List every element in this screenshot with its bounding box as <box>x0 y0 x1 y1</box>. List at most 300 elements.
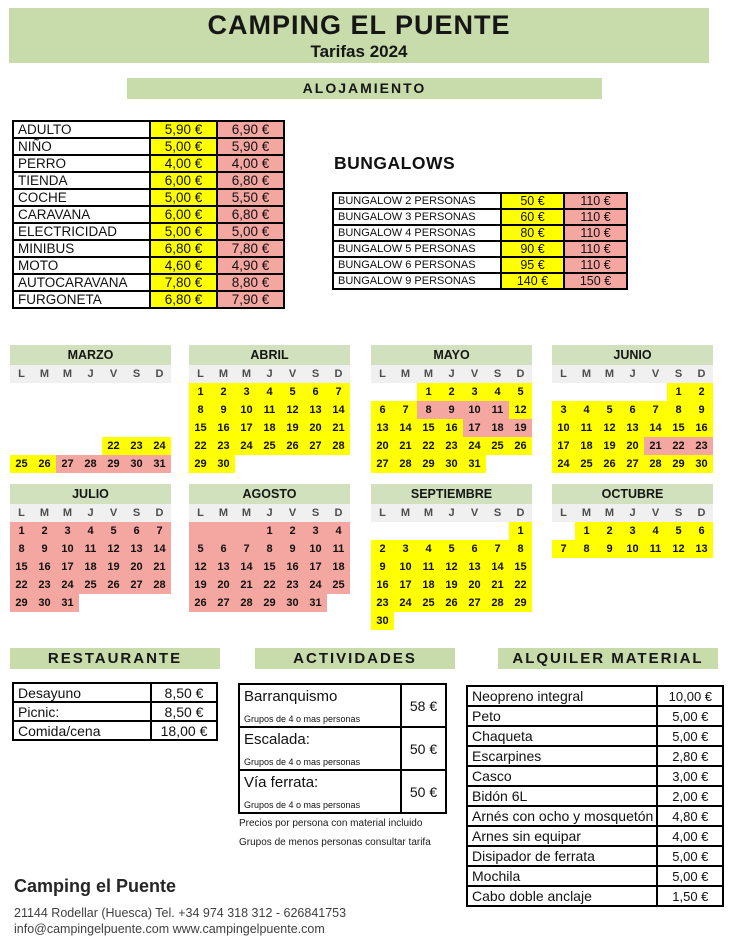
calendar-day: 22 <box>509 576 532 594</box>
price-low-season: 6,00 € <box>150 172 217 189</box>
calendar-day: 3 <box>235 383 258 401</box>
calendar-day: 28 <box>148 576 171 594</box>
calendar-day: 1 <box>509 522 532 540</box>
day-letter: S <box>674 368 683 380</box>
item-price: 2,80 € <box>657 746 723 766</box>
calendar-day: 31 <box>148 455 171 473</box>
price-row <box>467 726 723 746</box>
calendar-day <box>33 437 56 455</box>
calendar-month-title: JUNIO <box>552 345 713 365</box>
calendar-week <box>552 455 713 473</box>
day-letter: L <box>560 368 567 380</box>
calendar-day <box>10 401 33 419</box>
price-low-season: 6,80 € <box>150 291 217 308</box>
calendar-day <box>509 612 532 630</box>
price-high-season: 4,90 € <box>217 257 284 274</box>
calendar-day <box>102 419 125 437</box>
item-label: CARAVANA <box>13 206 150 223</box>
calendar-day: 17 <box>394 576 417 594</box>
calendar-day: 4 <box>327 522 350 540</box>
footer-address-phone: 21144 Rodellar (Huesca) Tel. +34 974 318 312 - 626841753 <box>14 906 347 920</box>
price-row <box>13 121 284 138</box>
item-label: COCHE <box>13 189 150 206</box>
day-letter: L <box>379 507 386 519</box>
item-price: 3,00 € <box>657 766 723 786</box>
day-letter: J <box>448 368 455 380</box>
calendar-day <box>440 612 463 630</box>
calendar-day: 25 <box>258 437 281 455</box>
calendar-day: 29 <box>102 455 125 473</box>
price-high-season: 110 € <box>564 225 627 241</box>
day-letter: S <box>674 507 683 519</box>
day-letter: S <box>132 368 141 380</box>
calendar-day: 20 <box>304 419 327 437</box>
calendar-day: 26 <box>189 594 212 612</box>
calendar-day: 31 <box>463 455 486 473</box>
price-row <box>333 241 627 257</box>
calendar-day: 25 <box>327 576 350 594</box>
calendar-day: 10 <box>394 558 417 576</box>
calendar-day: 27 <box>463 594 486 612</box>
price-high-season: 6,80 € <box>217 172 284 189</box>
calendar-day: 21 <box>394 437 417 455</box>
day-letter: J <box>87 507 94 519</box>
calendar-julio <box>10 484 171 612</box>
item-label: Arnes sin equipar <box>467 826 657 846</box>
calendar-day <box>10 437 33 455</box>
calendar-day: 24 <box>235 437 258 455</box>
calendar-day: 12 <box>440 558 463 576</box>
calendar-week <box>189 455 350 473</box>
activity-name: Escalada: <box>244 731 310 748</box>
activity-row <box>239 770 446 813</box>
calendar-day: 21 <box>486 576 509 594</box>
bungalows-table <box>332 192 628 290</box>
calendar-day <box>125 419 148 437</box>
calendar-day: 19 <box>102 558 125 576</box>
price-high-season: 5,00 € <box>217 223 284 240</box>
day-letter: V <box>109 507 118 519</box>
price-row <box>333 209 627 225</box>
calendar-day: 22 <box>667 437 690 455</box>
calendar-day: 5 <box>440 540 463 558</box>
calendar-day <box>10 419 33 437</box>
calendar-day: 3 <box>394 540 417 558</box>
calendar-day: 25 <box>575 455 598 473</box>
calendar-day <box>212 522 235 540</box>
calendar-day: 23 <box>281 576 304 594</box>
calendar-week <box>371 419 532 437</box>
calendar-day: 14 <box>486 558 509 576</box>
calendar-day: 11 <box>327 540 350 558</box>
price-row <box>467 766 723 786</box>
calendar-day: 26 <box>440 594 463 612</box>
calendar-day: 26 <box>281 437 304 455</box>
calendar-day: 4 <box>79 522 102 540</box>
item-label: Escarpines <box>467 746 657 766</box>
calendar-day: 22 <box>102 437 125 455</box>
calendar-day: 18 <box>79 558 102 576</box>
calendar-day: 15 <box>417 419 440 437</box>
calendar-day: 27 <box>125 576 148 594</box>
calendar-day: 11 <box>486 401 509 419</box>
calendar-day: 13 <box>304 401 327 419</box>
calendar-day: 9 <box>371 558 394 576</box>
day-letter: S <box>493 507 502 519</box>
calendar-day: 9 <box>690 401 713 419</box>
calendar-day: 20 <box>212 576 235 594</box>
item-label: Casco <box>467 766 657 786</box>
calendar-day <box>304 455 327 473</box>
price-row <box>13 683 217 702</box>
price-row <box>13 257 284 274</box>
calendar-day: 4 <box>417 540 440 558</box>
day-letter: L <box>18 368 25 380</box>
calendar-day <box>56 419 79 437</box>
day-letter: D <box>334 368 343 380</box>
calendar-day: 11 <box>644 540 667 558</box>
calendar-day: 15 <box>258 558 281 576</box>
activity-row <box>239 727 446 770</box>
activity-cell <box>239 770 401 813</box>
calendar-day: 27 <box>304 437 327 455</box>
alojamiento-table <box>12 120 285 309</box>
calendar-day: 13 <box>371 419 394 437</box>
calendar-day: 26 <box>509 437 532 455</box>
calendar-day: 21 <box>327 419 350 437</box>
calendar-day: 13 <box>690 540 713 558</box>
calendar-day: 24 <box>148 437 171 455</box>
calendar-day: 4 <box>644 522 667 540</box>
day-letter: D <box>334 507 343 519</box>
day-letter: S <box>311 368 320 380</box>
day-letter: J <box>629 368 636 380</box>
calendar-day <box>394 522 417 540</box>
calendar-day: 27 <box>371 455 394 473</box>
item-label: FURGONETA <box>13 291 150 308</box>
day-letter: V <box>651 368 660 380</box>
price-low-season: 95 € <box>501 257 564 273</box>
calendar-day: 1 <box>10 522 33 540</box>
calendar-day: 10 <box>552 419 575 437</box>
calendar-month-title: JULIO <box>10 484 171 504</box>
price-high-season: 6,80 € <box>217 206 284 223</box>
calendar-week <box>189 576 350 594</box>
title-band <box>9 8 709 63</box>
calendar-day: 27 <box>56 455 79 473</box>
calendar-day: 1 <box>258 522 281 540</box>
calendar-day: 15 <box>10 558 33 576</box>
calendar-day: 16 <box>212 419 235 437</box>
calendar-day: 20 <box>621 437 644 455</box>
item-price: 5,00 € <box>657 866 723 886</box>
calendar-day-headers <box>552 504 713 522</box>
price-row <box>467 786 723 806</box>
activity-name: Barranquismo <box>244 688 338 705</box>
calendar-week <box>189 437 350 455</box>
calendar-day: 18 <box>327 558 350 576</box>
price-row <box>13 702 217 721</box>
calendar-day: 11 <box>575 419 598 437</box>
calendar-day: 3 <box>621 522 644 540</box>
day-letter: S <box>132 507 141 519</box>
day-letter: M <box>604 368 615 380</box>
calendar-day: 22 <box>10 576 33 594</box>
price-row <box>333 257 627 273</box>
price-high-season: 5,50 € <box>217 189 284 206</box>
item-price: 18,00 € <box>151 721 217 740</box>
calendar-day: 12 <box>102 540 125 558</box>
calendar-day <box>79 594 102 612</box>
item-label: BUNGALOW 4 PERSONAS <box>333 225 501 241</box>
calendar-week <box>10 383 171 401</box>
day-letter: V <box>470 507 479 519</box>
calendar-day <box>394 612 417 630</box>
calendar-day <box>148 401 171 419</box>
calendar-week <box>371 540 532 558</box>
calendar-day: 24 <box>394 594 417 612</box>
calendar-day: 7 <box>148 522 171 540</box>
calendar-day: 30 <box>125 455 148 473</box>
calendar-week <box>10 576 171 594</box>
item-label: BUNGALOW 2 PERSONAS <box>333 193 501 209</box>
item-label: NIÑO <box>13 138 150 155</box>
price-high-season: 150 € <box>564 273 627 289</box>
calendar-day: 3 <box>463 383 486 401</box>
price-row <box>333 225 627 241</box>
page-subtitle: Tarifas 2024 <box>310 42 408 61</box>
day-letter: S <box>493 368 502 380</box>
item-label: PERRO <box>13 155 150 172</box>
calendar-week <box>371 522 532 540</box>
calendar-week <box>371 455 532 473</box>
price-low-season: 50 € <box>501 193 564 209</box>
calendar-junio <box>552 345 713 473</box>
calendar-day: 19 <box>509 419 532 437</box>
calendar-day: 17 <box>552 437 575 455</box>
calendar-month-title: AGOSTO <box>189 484 350 504</box>
calendar-day: 21 <box>644 437 667 455</box>
price-low-season: 7,80 € <box>150 274 217 291</box>
calendar-day: 8 <box>258 540 281 558</box>
calendar-day: 22 <box>189 437 212 455</box>
item-label: MOTO <box>13 257 150 274</box>
calendar-day <box>327 594 350 612</box>
price-row <box>13 155 284 172</box>
calendar-day: 22 <box>417 437 440 455</box>
calendar-day: 4 <box>258 383 281 401</box>
price-row <box>333 273 627 289</box>
day-letter: V <box>470 368 479 380</box>
footer-email-web: info@campingelpuente.com www.campingelpuente.com <box>14 922 325 936</box>
day-letter: L <box>379 368 386 380</box>
day-letter: D <box>697 368 706 380</box>
price-row <box>13 189 284 206</box>
calendar-day: 6 <box>371 401 394 419</box>
calendar-day: 4 <box>486 383 509 401</box>
day-letter: L <box>560 507 567 519</box>
price-high-season: 8,80 € <box>217 274 284 291</box>
footer-company-name: Camping el Puente <box>14 876 177 896</box>
page-title: CAMPING EL PUENTE <box>207 10 511 40</box>
calendar-day: 21 <box>148 558 171 576</box>
item-price: 1,50 € <box>657 886 723 906</box>
calendar-day: 5 <box>667 522 690 540</box>
calendar-day: 25 <box>417 594 440 612</box>
calendar-day <box>235 522 258 540</box>
calendar-day: 2 <box>212 383 235 401</box>
calendar-day: 6 <box>304 383 327 401</box>
day-letter: L <box>197 368 204 380</box>
activity-price: 50 € <box>401 770 446 813</box>
price-low-season: 5,90 € <box>150 121 217 138</box>
calendar-day <box>125 594 148 612</box>
item-label: ELECTRICIDAD <box>13 223 150 240</box>
price-low-season: 6,80 € <box>150 240 217 257</box>
price-high-season: 110 € <box>564 193 627 209</box>
price-high-season: 4,00 € <box>217 155 284 172</box>
calendar-day: 2 <box>33 522 56 540</box>
section-header-alojamiento: ALOJAMIENTO <box>127 78 602 99</box>
calendar-day: 17 <box>56 558 79 576</box>
price-low-season: 5,00 € <box>150 223 217 240</box>
day-letter: J <box>266 368 273 380</box>
calendar-day <box>148 419 171 437</box>
day-letter: D <box>516 507 525 519</box>
footer-contact <box>14 905 346 937</box>
price-high-season: 7,80 € <box>217 240 284 257</box>
calendar-day <box>79 383 102 401</box>
price-high-season: 6,90 € <box>217 121 284 138</box>
calendar-day: 6 <box>212 540 235 558</box>
item-label: Comida/cena <box>13 721 151 740</box>
item-label: Peto <box>467 706 657 726</box>
calendar-day: 1 <box>189 383 212 401</box>
price-row <box>467 826 723 846</box>
price-row <box>467 806 723 826</box>
calendar-week <box>552 419 713 437</box>
calendar-day: 28 <box>79 455 102 473</box>
day-letter: V <box>288 507 297 519</box>
activity-price: 58 € <box>401 684 446 727</box>
calendar-day: 10 <box>304 540 327 558</box>
calendar-day: 17 <box>304 558 327 576</box>
calendar-day: 10 <box>56 540 79 558</box>
price-row <box>13 223 284 240</box>
calendar-day <box>417 612 440 630</box>
calendar-day: 13 <box>621 419 644 437</box>
calendar-day: 9 <box>598 540 621 558</box>
calendar-week <box>10 594 171 612</box>
calendar-week <box>371 437 532 455</box>
calendar-week <box>552 540 713 558</box>
item-label: Mochila <box>467 866 657 886</box>
calendar-month-title: OCTUBRE <box>552 484 713 504</box>
calendar-day: 19 <box>440 576 463 594</box>
calendar-day <box>125 383 148 401</box>
calendar-day: 29 <box>10 594 33 612</box>
calendar-day <box>235 455 258 473</box>
day-letter: M <box>423 368 434 380</box>
activity-cell <box>239 684 401 727</box>
calendar-day <box>10 383 33 401</box>
day-letter: V <box>651 507 660 519</box>
calendar-day: 13 <box>125 540 148 558</box>
calendar-day <box>327 455 350 473</box>
calendar-week <box>10 437 171 455</box>
day-letter: S <box>311 507 320 519</box>
item-label: Arnés con ocho y mosquetón <box>467 806 657 826</box>
calendar-month-title: MARZO <box>10 345 171 365</box>
calendar-day: 7 <box>394 401 417 419</box>
calendar-day <box>371 383 394 401</box>
calendar-day: 18 <box>486 419 509 437</box>
calendar-day: 1 <box>575 522 598 540</box>
calendar-day: 29 <box>417 455 440 473</box>
calendar-day: 6 <box>621 401 644 419</box>
calendar-day: 8 <box>417 401 440 419</box>
calendar-day: 28 <box>235 594 258 612</box>
calendar-week <box>189 594 350 612</box>
price-row <box>467 706 723 726</box>
price-high-season: 110 € <box>564 209 627 225</box>
calendar-day: 19 <box>598 437 621 455</box>
calendar-day: 7 <box>552 540 575 558</box>
item-label: Desayuno <box>13 683 151 702</box>
item-price: 10,00 € <box>657 686 723 706</box>
day-letter: V <box>109 368 118 380</box>
calendar-day <box>33 419 56 437</box>
calendar-week <box>10 522 171 540</box>
calendar-day: 20 <box>371 437 394 455</box>
day-letter: D <box>155 507 164 519</box>
day-letter: L <box>18 507 25 519</box>
calendar-week <box>552 437 713 455</box>
calendar-week <box>371 401 532 419</box>
price-row <box>467 886 723 906</box>
calendar-day: 27 <box>212 594 235 612</box>
activity-group-note: Grupos de 4 o mas personas <box>244 800 361 810</box>
calendar-day: 21 <box>235 576 258 594</box>
calendar-day: 13 <box>212 558 235 576</box>
calendar-week <box>10 540 171 558</box>
calendar-day <box>486 612 509 630</box>
calendar-day: 17 <box>463 419 486 437</box>
calendar-week <box>552 401 713 419</box>
calendar-day: 18 <box>417 576 440 594</box>
calendar-day: 14 <box>148 540 171 558</box>
calendar-day: 28 <box>394 455 417 473</box>
day-letter: M <box>581 507 592 519</box>
day-letter: L <box>197 507 204 519</box>
day-letter: M <box>581 368 592 380</box>
actividades-table <box>238 683 447 814</box>
calendar-day: 29 <box>189 455 212 473</box>
activities-footnote: Grupos de menos personas consultar tarifa <box>239 837 431 848</box>
activity-price: 50 € <box>401 727 446 770</box>
activity-name: Vía ferrata: <box>244 774 319 791</box>
calendar-day <box>79 419 102 437</box>
calendar-day: 9 <box>212 401 235 419</box>
price-low-season: 4,60 € <box>150 257 217 274</box>
calendar-week <box>189 540 350 558</box>
calendar-day: 17 <box>235 419 258 437</box>
calendar-day-headers <box>371 504 532 522</box>
calendar-day: 12 <box>509 401 532 419</box>
item-label: Picnic: <box>13 702 151 721</box>
day-letter: J <box>629 507 636 519</box>
price-row <box>13 138 284 155</box>
